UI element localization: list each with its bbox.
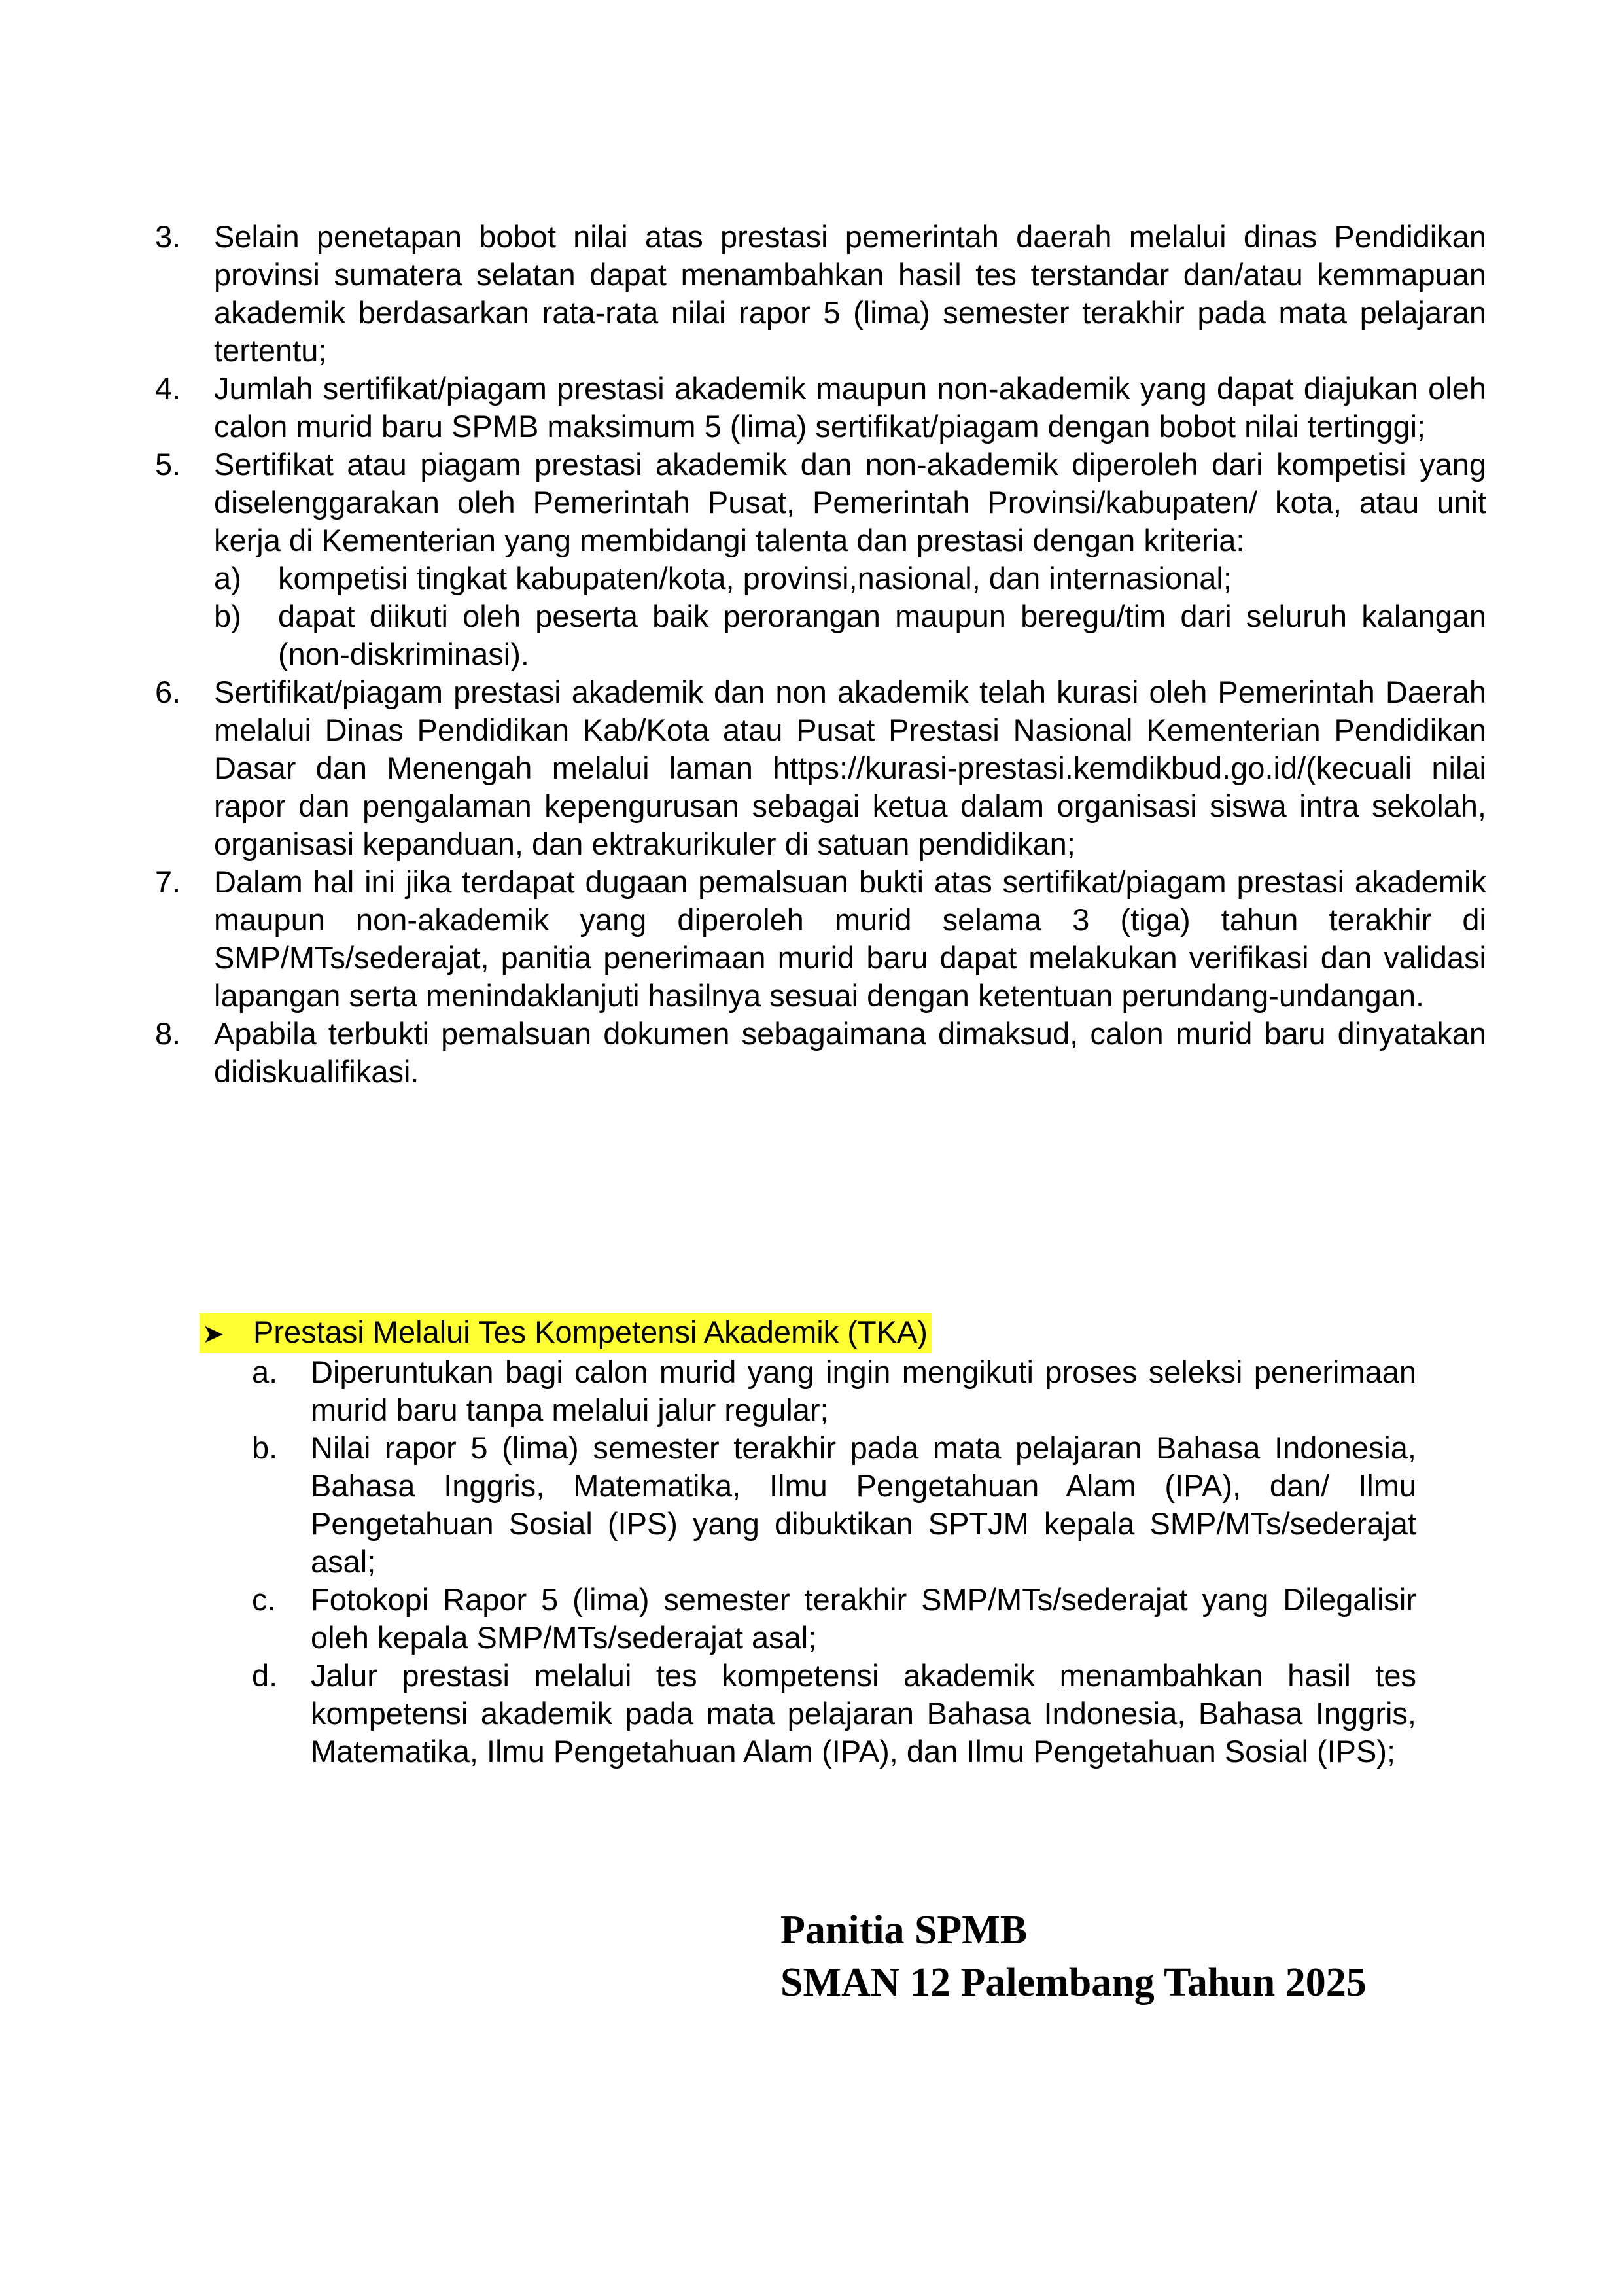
highlighted-heading [200, 1313, 932, 1353]
sub-item-label: a) [214, 561, 241, 595]
lettered-item-c [252, 1581, 1416, 1657]
item-text: Nilai rapor 5 (lima) semester terakhir pada mata pelajaran Bahasa Indonesia, Bahasa Inggris, Matematika, Ilmu Pengetahuan Alam (IPA), dan/ Ilmu Pengetahuan Sosial (IPS) yang dibuktikan SPTJM kepala SMP/MTs/sederajat asal; [311, 1430, 1416, 1579]
item-letter: b. [252, 1430, 278, 1465]
sub-item-a [214, 559, 1486, 597]
item-number: 8. [155, 1016, 181, 1051]
item-body [214, 446, 1486, 673]
sub-item-text: dapat diikuti oleh peserta baik perorangan maupun beregu/tim dari seluruh kalangan (non-diskriminasi). [278, 599, 1486, 671]
item-number: 6. [155, 675, 181, 709]
item-letter: a. [252, 1354, 278, 1389]
list-item-6 [155, 673, 1486, 863]
item-number: 3. [155, 219, 181, 254]
item-letter: c. [252, 1582, 276, 1617]
section-heading-row [200, 1313, 1416, 1353]
item-letter: d. [252, 1658, 278, 1693]
item-number: 5. [155, 447, 181, 482]
sub-item-label: b) [214, 599, 241, 633]
numbered-list [155, 218, 1486, 1091]
lettered-list [252, 1353, 1416, 1771]
item-text: Selain penetapan bobot nilai atas prestasi pemerintah daerah melalui dinas Pendidikan provinsi sumatera selatan dapat menambahkan hasil tes terstandar dan/atau kemmapuan akademik berdasarkan rata-rata nilai rapor 5 (lima) semester terakhir pada mata pelajaran tertentu; [214, 219, 1486, 368]
sub-item-text: kompetisi tingkat kabupaten/kota, provinsi,nasional, dan internasional; [278, 561, 1232, 595]
lettered-item-b [252, 1429, 1416, 1581]
item-text: Sertifikat/piagam prestasi akademik dan non akademik telah kurasi oleh Pemerintah Daerah melalui Dinas Pendidikan Kab/Kota atau Pusat Prestasi Nasional Kementerian Pendidikan Dasar dan Menengah melalui laman https://kurasi-prestasi.kemdikbud.go.id/(kecuali nilai rapor dan pengalaman kepengurusan sebagai ketua dalam organisasi siswa intra sekolah, organisasi kepanduan, dan ektrakurikuler di satuan pendidikan; [214, 675, 1486, 861]
item-text: Sertifikat atau piagam prestasi akademik dan non-akademik diperoleh dari kompetisi yang diselenggarakan oleh Pemerintah Pusat, Pemerintah Provinsi/kabupaten/ kota, atau unit kerja di Kementerian yang membidangi talenta dan prestasi dengan kriteria: [214, 447, 1486, 557]
list-item-4 [155, 370, 1486, 446]
item-text: Dalam hal ini jika terdapat dugaan pemalsuan bukti atas sertifikat/piagam prestasi akademik maupun non-akademik yang diperoleh murid selama 3 (tiga) tahun terakhir di SMP/MTs/sederajat, panitia penerimaan murid baru dapat melakukan verifikasi dan validasi lapangan serta menindaklanjuti hasilnya sesuai dengan ketentuan perundang-undangan. [214, 864, 1486, 1013]
list-item-7 [155, 863, 1486, 1015]
list-item-8 [155, 1015, 1486, 1091]
lettered-item-d [252, 1657, 1416, 1771]
item-text: Diperuntukan bagi calon murid yang ingin mengikuti proses seleksi penerimaan murid baru tanpa melalui jalur regular; [311, 1354, 1416, 1427]
item-text: Fotokopi Rapor 5 (lima) semester terakhir SMP/MTs/sederajat yang Dilegalisir oleh kepala SMP/MTs/sederajat asal; [311, 1582, 1416, 1655]
item-number: 4. [155, 371, 181, 406]
item-text: Apabila terbukti pemalsuan dokumen sebagaimana dimaksud, calon murid baru dinyatakan didiskualifikasi. [214, 1016, 1486, 1089]
item-number: 7. [155, 864, 181, 899]
signature-school-year: SMAN 12 Palembang Tahun 2025 [780, 1960, 1367, 2005]
section-heading: Prestasi Melalui Tes Kompetensi Akademik (TKA) [253, 1315, 928, 1349]
item-text: Jalur prestasi melalui tes kompetensi akademik menambahkan hasil tes kompetensi akademik pada mata pelajaran Bahasa Indonesia, Bahasa Inggris, Matematika, Ilmu Pengetahuan Alam (IPA), dan Ilmu Pengetahuan Sosial (IPS); [311, 1658, 1416, 1769]
tka-section [200, 1313, 1416, 1771]
list-item-3 [155, 218, 1486, 370]
signature-committee: Panitia SPMB [780, 1908, 1028, 1952]
list-item-5 [155, 446, 1486, 673]
signature-block [780, 1904, 1367, 2009]
lettered-item-a [252, 1353, 1416, 1429]
item-text: Jumlah sertifikat/piagam prestasi akademik maupun non-akademik yang dapat diajukan oleh calon murid baru SPMB maksimum 5 (lima) sertifikat/piagam dengan bobot nilai tertinggi; [214, 371, 1486, 444]
sub-item-b [214, 597, 1486, 673]
arrow-bullet-icon: ➤ [202, 1320, 224, 1349]
